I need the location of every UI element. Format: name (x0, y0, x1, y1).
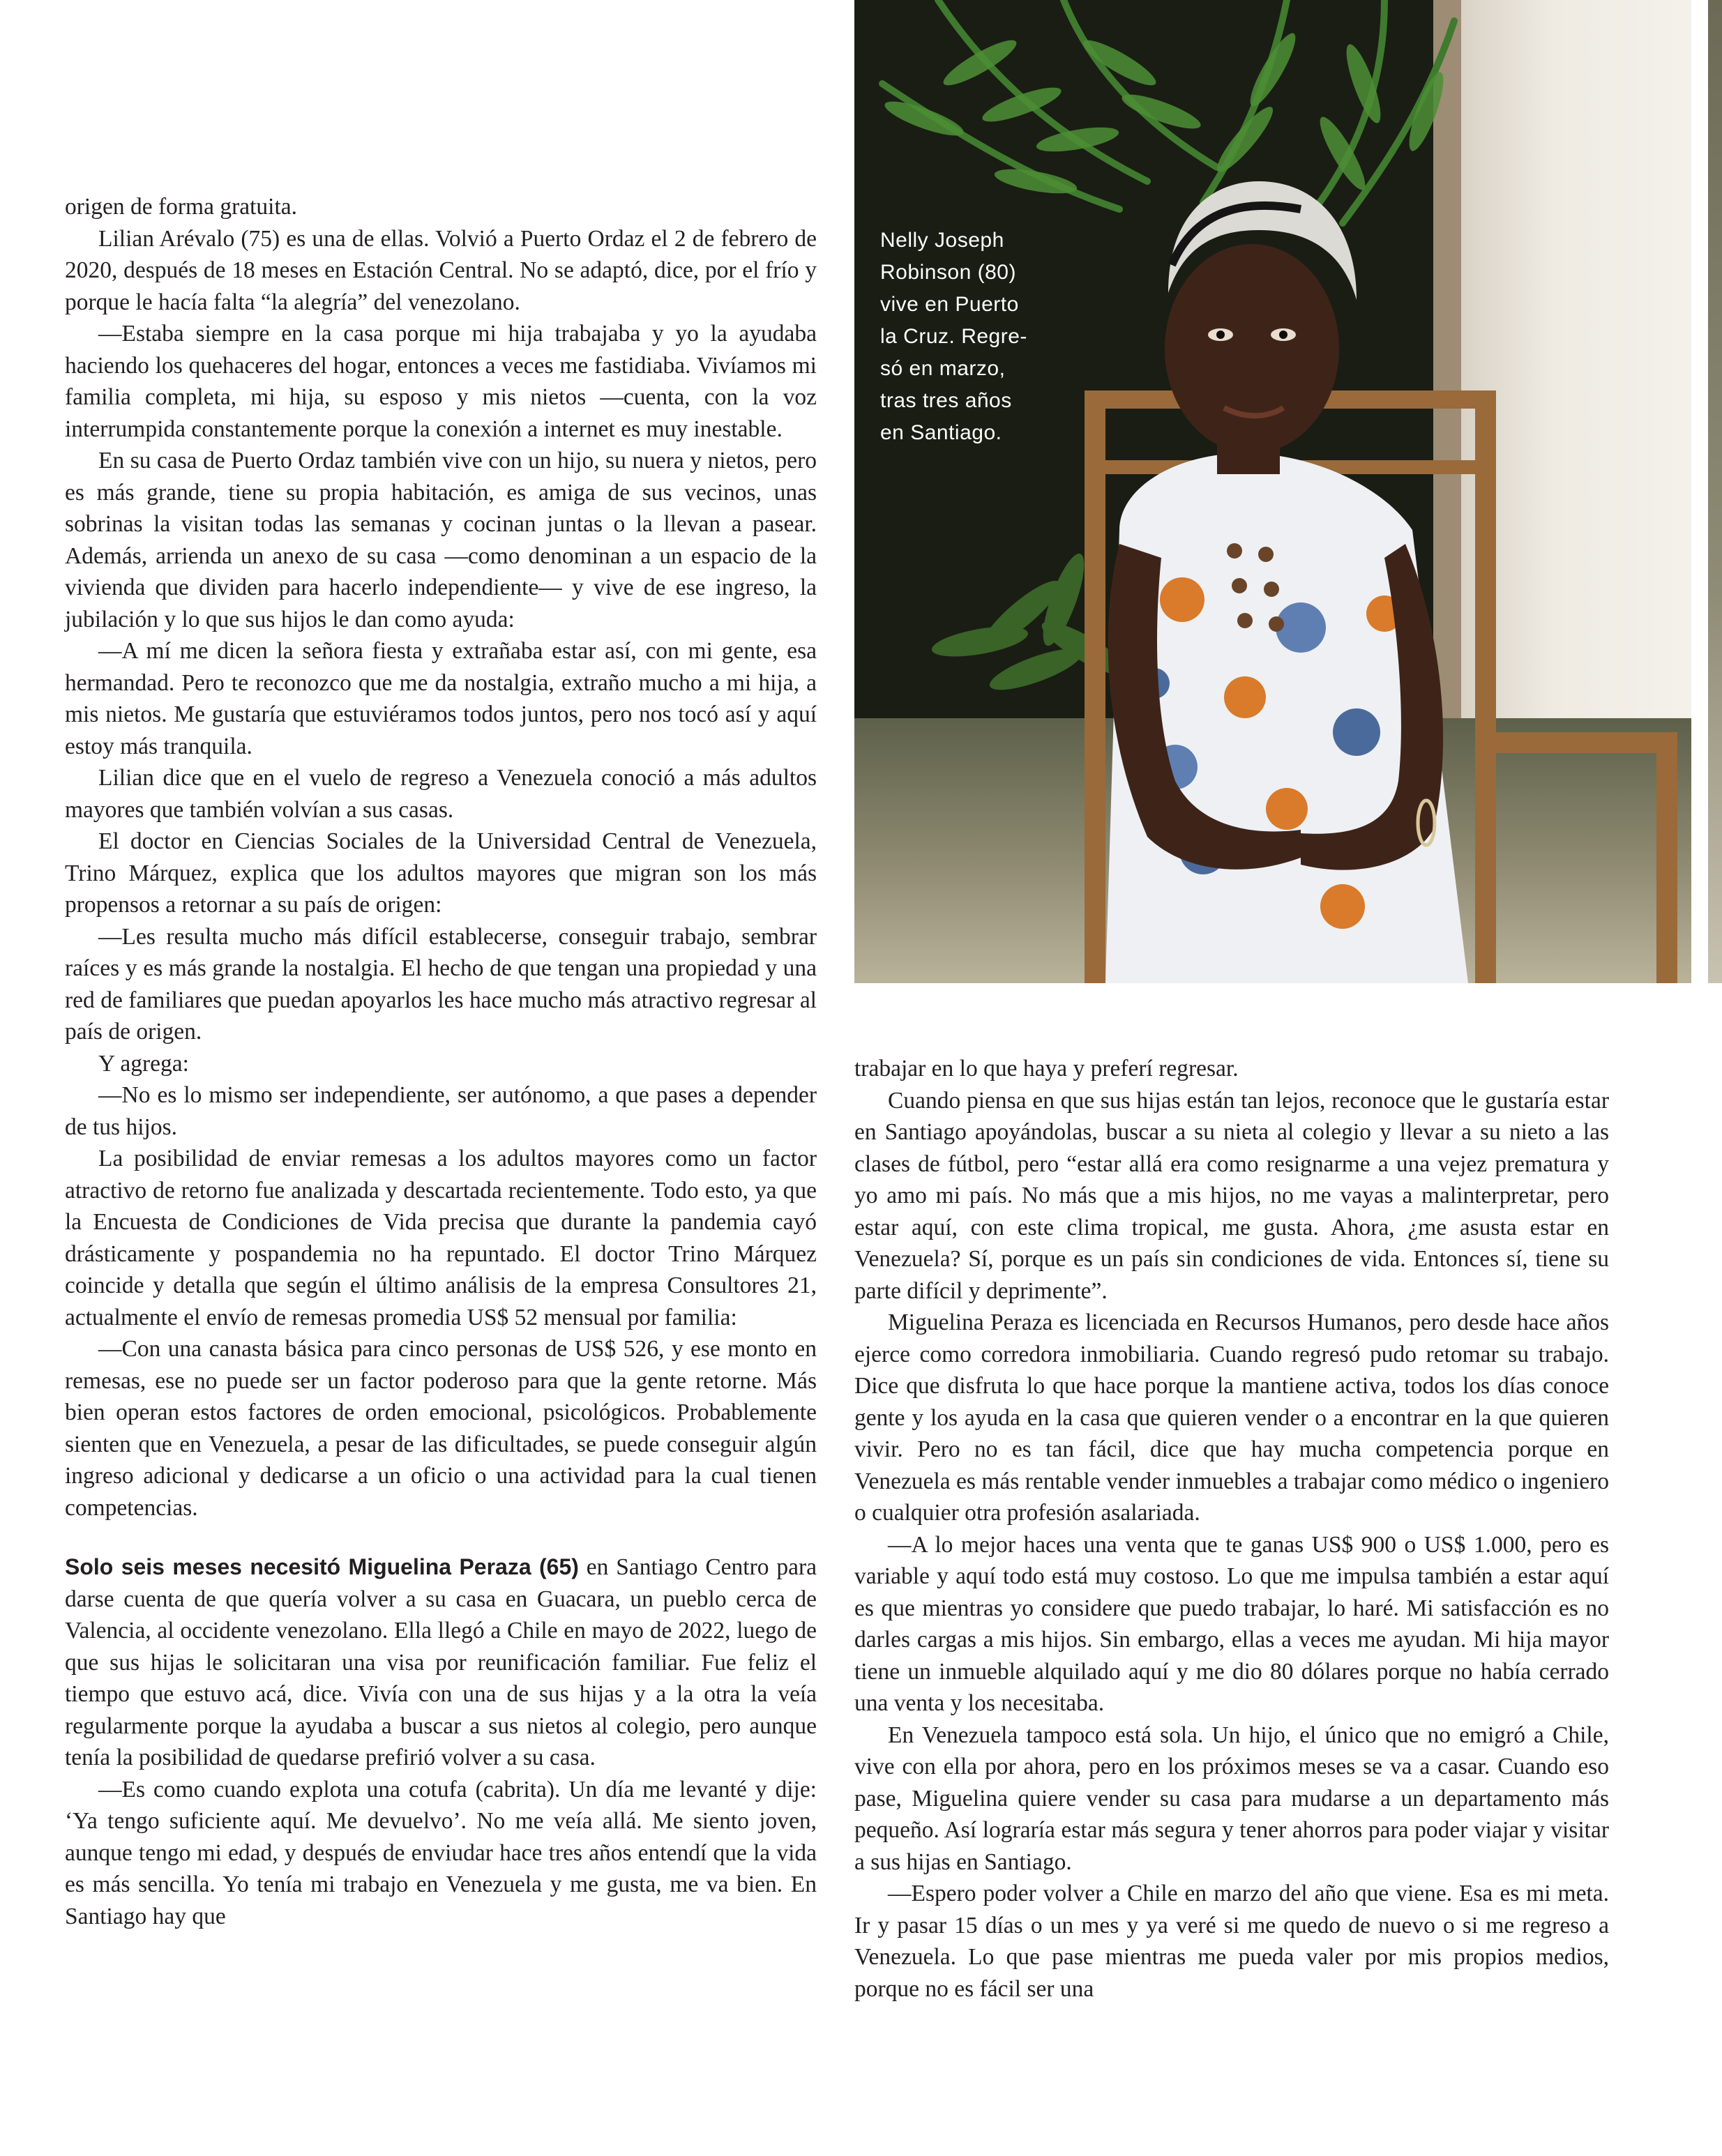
paragraph: Lilian dice que en el vuelo de regreso a Venezuela conoció a más adultos mayores que también volvían a sus casas. (65, 765, 817, 823)
photo-illustration (854, 0, 1691, 983)
paragraph: —A mí me dicen la señora fiesta y extrañaba estar así, con mi gente, esa hermandad. Pero te reconozco que me da nostalgia, extraño mucho a mi hija, a mis nietos. Me gustaría que estuviéramos todos juntos, pero nos tocó así y aquí estoy más tranquila. (65, 638, 817, 759)
caption-line: en Santiago. (880, 421, 1002, 444)
article-column-right (854, 1053, 1609, 2005)
paragraph: —Espero poder volver a Chile en marzo del año que viene. Esa es mi meta. Ir y pasar 15 días o un mes y ya veré si me quedo de nuevo o si me regreso a Venezuela. Lo que pase mientras me pueda valer por mis propios medios, porque no es fácil ser una (854, 1881, 1609, 2002)
section-lead-paragraph (65, 1551, 817, 1774)
paragraph: Lilian Arévalo (75) es una de ellas. Volvió a Puerto Ordaz el 2 de febrero de 2020, después de 18 meses en Estación Central. No se adaptó, dice, por el frío y porque le hacía falta “la alegría” del venezolano. (65, 225, 817, 315)
paragraph: El doctor en Ciencias Sociales de la Universidad Central de Venezuela, Trino Márquez, explica que los adultos mayores que migran son los más propensos a retornar a su país de origen: (65, 828, 817, 918)
caption-line: Robinson (80) (880, 261, 1016, 284)
paragraph: —Les resulta mucho más difícil establecerse, conseguir trabajo, sembrar raíces y es más grande la nostalgia. El hecho de que tengan una propiedad y una red de familiares que puedan apoyarlos les hace mucho más atractivo regresar al país de origen. (65, 923, 817, 1045)
right-pupil (1279, 331, 1287, 339)
caption-line: só en marzo, (880, 357, 1006, 380)
paragraph: La posibilidad de enviar remesas a los adultos mayores como un factor atractivo de retorno fue analizada y descartada recientemente. Todo esto, ya que la Encuesta de Condiciones de Vida precisa que durante la pandemia cayó drásticamente y pospandemia no ha repuntado. El doctor Trino Márquez coincide y detalla que según el último análisis de la empresa Consultores 21, actualmente el envío de remesas promedia US$ 52 mensual por familia: (65, 1146, 817, 1330)
left-pupil (1216, 331, 1225, 339)
paragraph: —A lo mejor haces una venta que te ganas US$ 900 o US$ 1.000, pero es variable y aquí todo está muy costoso. Lo que me impulsa también a estar aquí es que mientras yo considere que puedo trabajar, lo haré. Mi satisfacción es no darles cargas a mis hijos. Sin embargo, ellas a veces me ayudan. Mi hija mayor tiene un inmueble alquilado aquí y me dio 80 dólares porque no había cerrado una venta y los necesitaba. (854, 1531, 1609, 1716)
caption-line: Nelly Joseph (880, 229, 1004, 252)
caption-line: la Cruz. Regre- (880, 325, 1027, 348)
paragraph: —Es como cuando explota una cotufa (cabrita). Un día me levanté y dije: ‘Ya tengo suficiente aquí. Me devuelvo’. No me veía allá. Me siento joven, aunque tengo mi edad, y después de enviudar hace tres años entendí que la vida es más sencilla. Yo tenía mi trabajo en Venezuela y me gusta, me va bien. En Santiago hay que (65, 1776, 817, 1929)
paragraph: En su casa de Puerto Ordaz también vive con un hijo, su nuera y nietos, pero es más grande, tiene su propia habitación, es amiga de sus vecinos, unas sobrinas la visitan todas las semanas y cocinan juntas o la llevan a pasear. Además, arrienda un anexo de su casa —como denominan a un espacio de la vivienda que dividen para hacerlo independiente— y vive de ese ingreso, la jubilación y lo que sus hijos le dan como ayuda: (65, 448, 817, 632)
paragraph: Miguelina Peraza es licenciada en Recursos Humanos, pero desde hace años ejerce como corredora inmobiliaria. Cuando regresó pudo retomar su trabajo. Dice que disfruta lo que hace porque la mantiene activa, todos los días conoce gente y los ayuda en la casa que quieren vender o a encontrar en la que quieren vivir. Pero no es tan fácil, dice que hay mucha competencia porque en Venezuela es más rentable vender inmuebles a trabajar como médico o ingeniero o cualquier otra profesión asalariada. (854, 1309, 1609, 1526)
paragraph: origen de forma gratuita. (65, 194, 298, 220)
paragraph: —Con una canasta básica para cinco personas de US$ 526, y ese monto en remesas, ese no puede ser un factor poderoso para que la gente retorne. Más bien operan estos factores de orden emocional, psicológicos. Probablemente sienten que en Venezuela, a pesar de las dificultades, se puede conseguir algún ingreso adicional y dedicarse a un oficio o una actividad para la cual tienen competencias. (65, 1336, 817, 1521)
paragraph: trabajar en lo que haya y preferí regresar. (854, 1056, 1239, 1081)
section-lead-rest: en Santiago Centro para darse cuenta de que quería volver a su casa en Guacara, un pueblo cerca de Valencia, al occidente venezolano. Ella llegó a Chile en mayo de 2022, luego de que sus hijas le solicitaran una visa por reunificación familiar. Fue feliz el tiempo que estuvo acá, dice. Vivía con una de sus hijas y a la otra la veía regularmente porque la ayudaba a buscar a sus nietos al colegio, pero aunque tenía la posibilidad de quedarse prefirió volver a su casa. (65, 1554, 817, 1770)
section-lead: Solo seis meses necesitó Miguelina Peraza (65) (65, 1554, 579, 1579)
adjacent-photo-edge (1708, 0, 1722, 983)
paragraph: En Venezuela tampoco está sola. Un hijo, el único que no emigró a Chile, vive con ella por ahora, pero en los próximos meses se va a casar. Cuando eso pase, Miguelina quiere vender su casa para mudarse a un departamento más pequeño. Así lograría estar más segura y tener ahorros para poder viajar y visitar a sus hijas en Santiago. (854, 1722, 1609, 1875)
paragraph: Cuando piensa en que sus hijas están tan lejos, reconoce que le gustaría estar en Santiago apoyándolas, buscar a su nieta al colegio y llevar a su nieto a las clases de fútbol, pero “estar allá era como resignarme a una vejez prematura y yo amo mi país. No más que a mis hijos, no me vayas a malinterpretar, pero estar aquí, con este clima tropical, me gusta. Ahora, ¿me asusta estar en Venezuela? Sí, porque es un país sin condiciones de vida. Entonces sí, tiene su parte difícil y deprimente”. (854, 1087, 1609, 1304)
face (1165, 244, 1339, 453)
article-column-left (65, 191, 817, 1932)
paragraph: —No es lo mismo ser independiente, ser autónomo, a que pases a depender de tus hijos. (65, 1082, 817, 1140)
caption-line: tras tres años (880, 389, 1012, 412)
paragraph: Y agrega: (98, 1050, 189, 1077)
article-photo (854, 0, 1691, 983)
photo-caption (880, 225, 1062, 449)
caption-line: vive en Puerto (880, 293, 1019, 316)
paragraph: —Estaba siempre en la casa porque mi hija trabajaba y yo la ayudaba haciendo los quehaceres del hogar, entonces a veces me fastidiaba. Vivíamos mi familia completa, mi hija, su esposo y mis nietos —cuenta, con la voz interrumpida constantemente porque la conexión a internet es muy inestable. (65, 321, 817, 442)
